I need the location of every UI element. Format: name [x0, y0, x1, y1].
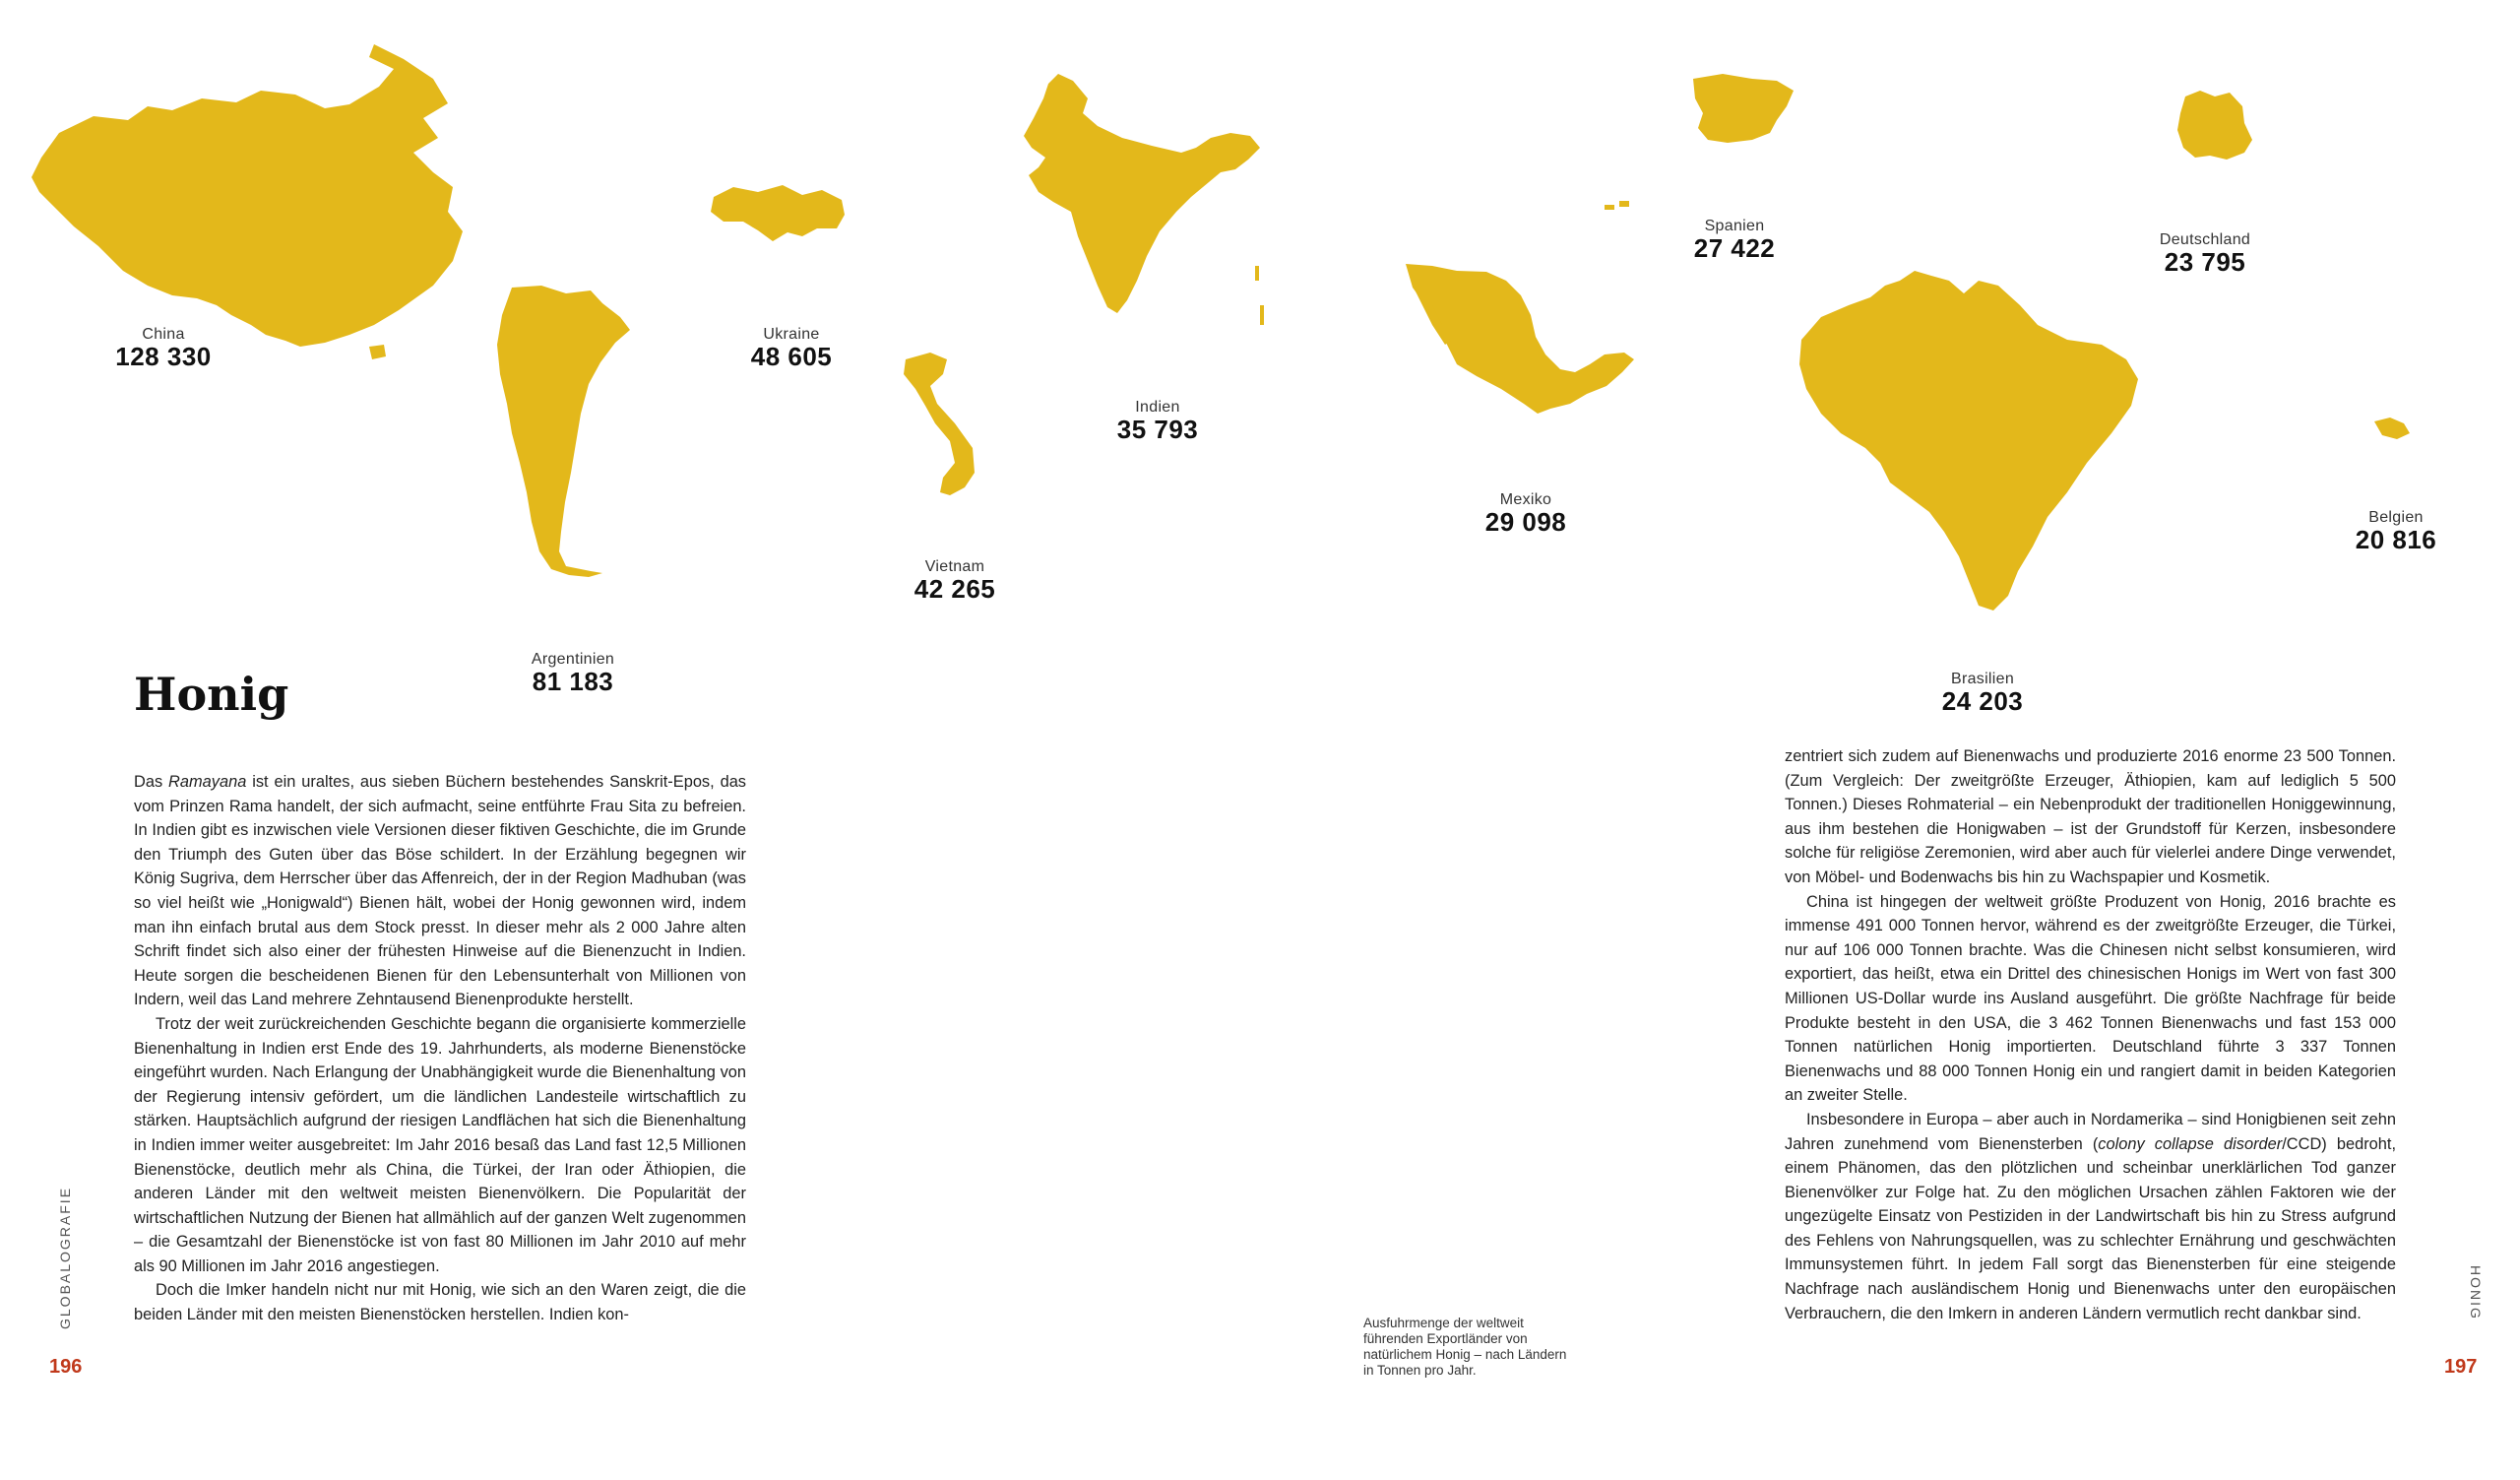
brazil-shape — [1799, 271, 2138, 611]
country-silhouettes-map — [0, 0, 2520, 709]
china-shape — [32, 44, 463, 347]
country-value: 48 605 — [750, 341, 833, 371]
country-value: 27 422 — [1693, 232, 1776, 263]
country-value: 29 098 — [1484, 506, 1567, 537]
mexico-shape — [1406, 264, 1634, 414]
country-name: Deutschland — [2159, 231, 2251, 248]
page-number-left: 196 — [49, 1356, 83, 1378]
country-name: Brasilien — [1950, 671, 2015, 687]
spain-shape — [1693, 74, 1794, 143]
country-name: Belgien — [2368, 509, 2424, 526]
running-header-right: HONIG — [2468, 1265, 2484, 1320]
paragraph: zentriert sich zudem auf Bienenwachs und produzierte 2016 enorme 23 500 Tonnen. (Zum Vergleich: Der zweitgrößte Erzeuger, Äthiopien, kam auf lediglich 5 500 Tonnen.) Dieses Rohmaterial – ein Nebenprodukt der traditionellen Honiggewinnung, aus ihm bestehen die Honigwaben – ist der Grundstoff für Kerzen, insbesondere solche für religiöse Zeremonien, wird aber auch für vielerlei andere Dinge verwendet, von Möbel- und Bodenwachs bis hin zu Wachspapier und Kosmetik. — [1785, 747, 2396, 886]
country-value: 128 330 — [115, 341, 212, 371]
map-caption: Ausfuhrmenge der weltweit führenden Exportländer von natürlichem Honig – nach Ländern in Tonnen pro Jahr. — [1363, 1316, 1567, 1378]
paragraph: China ist hingegen der weltweit größte Produzent von Honig, 2016 brachte es immense 491 000 Tonnen hervor, während es der zweitgrößte Erzeuger, die Türkei, nur auf 106 000 Tonnen brachte. Was die Chinesen nicht selbst konsumieren, wird exportiert, das heißt, etwa ein Drittel des chinesischen Honigs im Wert von fast 300 Millionen US-Dollar wurde ins Ausland ausgeführt. Die größte Nachfrage für beide Produkte besteht in den USA, die 3 462 Tonnen Bienenwachs und fast 153 000 Tonnen natürlichen Honig importierten. Deutschland führte 3 337 Tonnen Bienenwachs und 88 000 Tonnen Honig ein und rangiert damit in beiden Kategorien an zweiter Stelle. — [1785, 892, 2396, 1105]
country-value: 81 183 — [532, 666, 614, 696]
label-ukraine — [673, 327, 910, 370]
spain-islands-shape — [1605, 201, 1629, 210]
body-text-left-column — [134, 770, 746, 1327]
india-islands-shape — [1255, 266, 1264, 325]
country-name: China — [142, 326, 185, 343]
ukraine-shape — [711, 185, 845, 241]
country-name: Indien — [1135, 399, 1180, 416]
italic-term: colony collapse disorder — [2098, 1134, 2283, 1153]
label-germany — [2087, 232, 2323, 276]
label-spain — [1616, 219, 1853, 262]
body-text-right-column — [1785, 744, 2396, 1325]
label-india — [1040, 400, 1276, 443]
country-value: 35 793 — [1116, 414, 1199, 444]
label-argentina — [455, 652, 691, 695]
country-value: 42 265 — [914, 573, 996, 604]
country-name: Ukraine — [763, 326, 820, 343]
label-mexico — [1408, 492, 1644, 536]
country-value: 24 203 — [1941, 685, 2024, 716]
china-hainan-shape — [369, 345, 386, 359]
paragraph: Insbesondere in Europa – aber auch in Nordamerika – sind Honigbienen seit zehn Jahren zunehmend vom Bienensterben (colony collapse disorder/CCD) bedroht, einem Phänomen, das den plötzlichen und scheinbar unerklärlichen Tod ganzer Bienenvölker zur Folge hat. Zu den möglichen Ursachen zählen Faktoren wie der ungezügelte Einsatz von Pestiziden in der Landwirtschaft bis hin zu Stress aufgrund des Fehlens von Nahrungsquellen, was zu schlechter Ernährung und geschwächten Immunsystemen führt. In jedem Fall sorgt das Bienensterben für eine steigende Nachfrage nach ausländischem Honig und Bienenwachs unter den europäischen Verbrauchern, die den Imkern in anderen Ländern vermutlich recht dankbar sind. — [1785, 1110, 2396, 1322]
paragraph: Trotz der weit zurückreichenden Geschichte begann die organisierte kommerzielle Bienenhaltung in Indien erst Ende des 19. Jahrhunderts, als moderne Bienenstöcke eingeführt wurden. Nach Erlangung der Unabhängigkeit wurde die Bienenhaltung von der Regierung intensiv gefördert, um die ländlichen Landesteile wirtschaftlich zu stärken. Hauptsächlich aufgrund der riesigen Landflächen hat sich die Bienenhaltung in Indien immer weiter ausgebreitet: Im Jahr 2016 besaß das Land fast 12,5 Millionen Bienenstöcke, deutlich mehr als China, die Türkei, der Iran oder Äthiopien, die anderen Länder mit den weltweit meisten Bienenvölkern. Die Popularität der wirtschaftlichen Nutzung der Bienen hat allmählich auf der ganzen Welt zugenommen – die Gesamtzahl der Bienenstöcke ist von fast 80 Millionen im Jahr 2010 auf mehr als 90 Millionen im Jahr 2016 angestiegen. — [134, 1014, 746, 1275]
country-name: Mexiko — [1499, 491, 1552, 508]
label-china — [45, 327, 282, 370]
page-title: Honig — [134, 668, 289, 721]
country-name: Vietnam — [924, 558, 985, 575]
country-name: Argentinien — [531, 651, 615, 668]
vietnam-shape — [904, 353, 975, 495]
country-value: 23 795 — [2164, 246, 2246, 277]
belgium-shape — [2374, 418, 2410, 439]
label-belgium — [2278, 510, 2514, 553]
argentina-shape — [497, 286, 630, 577]
label-vietnam — [837, 559, 1073, 603]
paragraph: Das Ramayana ist ein uraltes, aus sieben Büchern bestehendes Sanskrit-Epos, das vom Prinzen Rama handelt, der sich aufmacht, seine entführte Frau Sita zu befreien. In Indien gibt es inzwischen viele Versionen dieser fiktiven Geschichte, die im Grunde den Triumph des Guten über das Böse schildert. In der Erzählung begegnen wir König Sugriva, dem Herrscher über das Affenreich, der in der Region Madhuban (was so viel heißt wie „Honigwald“) Bienen hält, wobei der Honig gewonnen wird, indem man ihn einfach brutal aus dem Stock presst. In dieser mehr als 2 000 Jahre alten Schrift findet sich also einer der frühesten Hinweise auf die Bienenzucht in Indien. Heute sorgen die bescheidenen Bienen für den Lebensunterhalt von Millionen von Indern, weil das Land mehrere Zehntausend Bienenprodukte herstellt. — [134, 773, 746, 1009]
country-name: Spanien — [1704, 218, 1765, 234]
germany-shape — [2177, 91, 2252, 160]
running-header-left: GLOBALOGRAFIE — [57, 1186, 73, 1329]
country-value: 20 816 — [2355, 524, 2437, 554]
label-brazil — [1864, 672, 2101, 715]
italic-term: Ramayana — [168, 773, 247, 791]
page-number-right: 197 — [2444, 1356, 2478, 1378]
india-shape — [1024, 74, 1260, 313]
paragraph: Doch die Imker handeln nicht nur mit Honig, wie sich an den Waren zeigt, die die beiden Länder mit den meisten Bienenstöcken herstellen. Indien kon- — [134, 1281, 746, 1324]
